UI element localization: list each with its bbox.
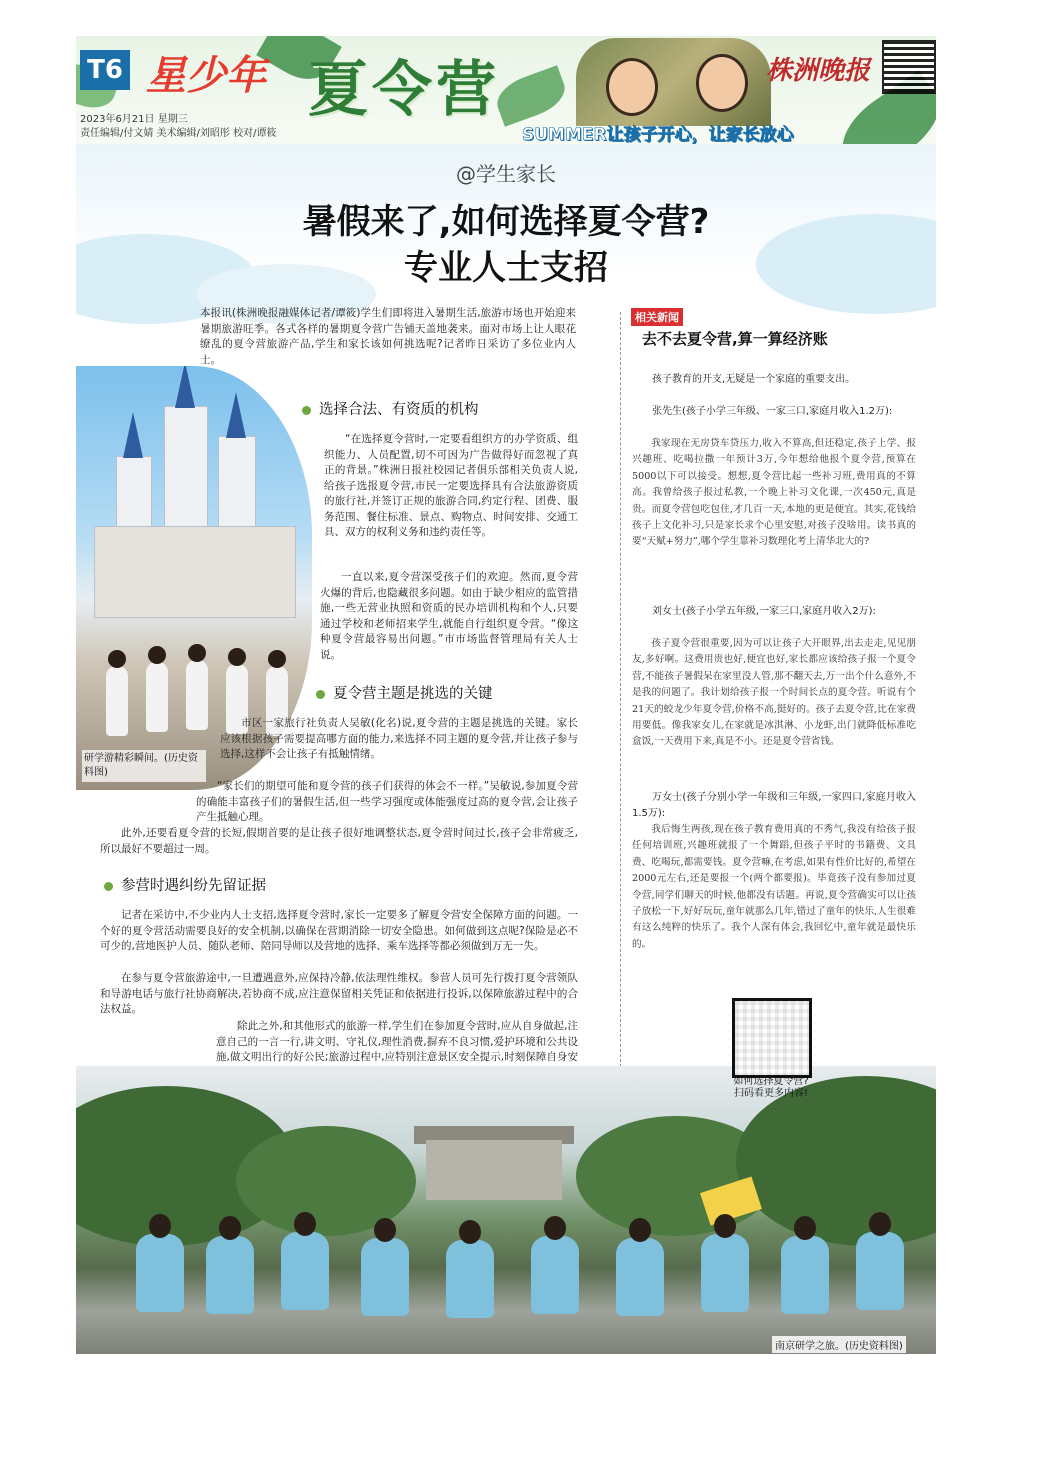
student-head <box>794 1216 816 1240</box>
qr-caption-line-1: 如何选择夏令营? <box>733 1076 809 1087</box>
student-head <box>148 646 166 664</box>
interviewee-liu: 刘女士(孩子小学五年级,一家三口,家庭月收入2万): <box>652 606 876 617</box>
student-head <box>219 1216 241 1240</box>
headline-line-1: 暑假来了,如何选择夏令营? <box>302 202 710 242</box>
student-figure <box>701 1234 749 1312</box>
section-1-title <box>302 398 479 419</box>
kid-face <box>606 58 658 116</box>
article-kicker: @学生家长 <box>456 162 556 186</box>
section-3-paragraph: 记者在采访中,不少业内人士支招,选择夏令营时,家长一定要多了解夏令营安全保障方面的问题。一个好的夏令营活动需要良好的安全机制,以确保在营期消除一切安全隐患。如何做到这点呢?保险是必不可少的,营地医护人员、随队老师、陪同导师以及营地的选择、乘车选择等都必须做到万无一失。 <box>100 909 578 952</box>
qr-caption-line-2: 扫码看更多内容! <box>733 1088 808 1099</box>
student-figure <box>361 1238 409 1316</box>
leaf-decoration <box>491 65 570 127</box>
page-header <box>76 36 936 144</box>
student-figure <box>781 1236 829 1314</box>
student-head <box>544 1216 566 1240</box>
student-head <box>188 644 206 662</box>
newspaper-page <box>76 36 936 1354</box>
section-3-title <box>104 874 266 895</box>
slogan: SUMMER让孩子开心，让家长放心 <box>522 125 794 144</box>
castle-spire <box>226 392 246 438</box>
student-figure <box>206 1236 254 1314</box>
related-news-tag: 相关新闻 <box>631 308 683 326</box>
student-head <box>629 1218 651 1242</box>
qr-code-icon <box>882 40 936 94</box>
section-1-paragraph: “在选择夏令营时,一定要看组织方的办学资质、组织能力、人员配置,切不可因为广告做得好而忽视了真正的背景。”株洲日报社校园记者俱乐部相关负责人说,给孩子选报夏令营,市民一定要选择具有合法旅游资质的旅行社,并签订正规的旅游合同,约定行程、团费、服务范围、餐住标准、景点、购物点、时间安排、交通工具、双方的权利义务和违约责任等。 <box>324 433 578 538</box>
memorial-gate <box>426 1140 562 1200</box>
nanjing-photo-caption: 南京研学之旅。(历史资料图) <box>772 1336 906 1353</box>
student-head <box>374 1218 396 1242</box>
castle-spire <box>123 412 143 458</box>
section-name: 星少年 <box>146 52 266 99</box>
bullet-icon <box>104 882 113 891</box>
castle-tower <box>94 526 296 618</box>
student-figure <box>446 1240 494 1318</box>
student-figure <box>136 1234 184 1312</box>
section-2-paragraph: “家长们的期望可能和夏令营的孩子们获得的体会不一样。”吴敏说,参加夏令营的确能丰富孩子们的暑假生活,但一些学习强度或体能强度过高的夏令营,会让孩子产生抵触心理。 <box>196 780 578 823</box>
date-line: 2023年6月21日 星期三 <box>80 114 188 125</box>
castle-spire <box>175 366 195 408</box>
editors-line: 责任编辑/付文婧 美术编辑/刘昭彤 校对/谭筱 <box>80 128 277 139</box>
interviewee-zhang: 张先生(孩子小学三年级、一家三口,家庭月收入1.2万): <box>652 406 893 417</box>
section-3-paragraph: 除此之外,和其他形式的旅游一样,学生们在参加夏令营时,应从自身做起,注意自己的一言一行,讲文明、守礼仪,理性消费,摒弃不良习惯,爱护环境和公共设施,做文明出行的好公民;旅游过程中,应特别注意景区安全提示,时刻保障自身安 <box>216 1020 578 1063</box>
related-news-title: 去不去夏令营,算一算经济账 <box>642 330 828 348</box>
section-2-paragraph: 市区一家旅行社负责人吴敏(化名)说,夏令营的主题是挑选的关键。家长应该根据孩子需要提高哪方面的能力,来选择不同主题的夏令营,并让孩子参与选择,这样不会让孩子有抵触情绪。 <box>220 717 578 760</box>
section-2-title-text: 夏令营主题是挑选的关键 <box>333 686 493 702</box>
bullet-icon <box>316 690 325 699</box>
bullet-icon <box>302 406 311 415</box>
student-head <box>459 1220 481 1244</box>
student-head <box>149 1214 171 1238</box>
qr-code-icon[interactable] <box>732 998 812 1078</box>
section-2-paragraph: 此外,还要看夏令营的长短,假期首要的是让孩子很好地调整状态,夏令营时间过长,孩子会非常疲乏,所以最好不要超过一周。 <box>100 827 578 855</box>
student-figure <box>531 1236 579 1314</box>
related-intro: 孩子教育的开支,无疑是一个家庭的重要支出。 <box>652 374 856 385</box>
camp-title: 夏令营 <box>308 55 500 125</box>
student-figure <box>146 662 168 732</box>
interviewee-wan: 万女士(孩子分别小学一年级和三年级,一家四口,家庭月收入1.5万): <box>632 792 916 819</box>
kid-face <box>696 54 748 112</box>
section-1-paragraph: 一直以来,夏令营深受孩子们的欢迎。然而,夏令营火爆的背后,也隐藏很多问题。如由于缺少相应的监管措施,一些无营业执照和资质的民办培训机构和个人,只要通过学校和老师招来学生,就能自行组织夏令营。“像这种夏令营最容易出问题。”市市场监督管理局有关人士说。 <box>320 571 578 661</box>
student-head <box>869 1212 891 1236</box>
student-figure <box>106 666 128 736</box>
student-head <box>228 648 246 666</box>
section-3-title-text: 参营时遇纠纷先留证据 <box>121 878 266 894</box>
section-1-title-text: 选择合法、有资质的机构 <box>319 402 479 418</box>
student-head <box>108 650 126 668</box>
student-figure <box>186 660 208 730</box>
student-figure <box>856 1232 904 1310</box>
newspaper-brand: 株洲晚报 <box>766 56 871 86</box>
headline-line-2: 专业人士支招 <box>404 248 608 288</box>
column-divider <box>620 312 621 1072</box>
student-head <box>268 650 286 668</box>
student-figure <box>281 1232 329 1310</box>
section-3-paragraph: 在参与夏令营旅游途中,一旦遭遇意外,应保持冷静,依法理性维权。参营人员可先行拨打夏令营领队和导游电话与旅行社协商解决,若协商不成,应注意保留相关凭证和依据进行投诉,以保障旅游过程中的合法权益。 <box>100 972 578 1015</box>
tree-shape <box>736 1076 936 1246</box>
student-figure <box>616 1238 664 1316</box>
lead-paragraph: 本报讯(株洲晚报融媒体记者/谭筱)学生们即将进入暑期生活,旅游市场也开始迎来暑期旅游旺季。各式各样的暑期夏令营广告铺天盖地袭来。面对市场上让人眼花缭乱的夏令营旅游产品,学生和家长该如何挑选呢?记者昨日采访了多位业内人士。 <box>200 307 576 366</box>
quote-zhang: 我家现在无房贷车贷压力,收入不算高,但还稳定,孩子上学、报兴趣班、吃喝拉撒一年预计3万,今年想给他报个夏令营,预算在5000以下可以接受。想想,夏令营比起一些补习班,费用真的不算高。我曾给孩子报过私教,一个晚上补习文化课,一次450元,真是贵。而夏令营包吃包住,才几百一天,本地的更是便宜。其实,花钱给孩子上文化补习,只是家长求个心里安慰,对孩子没啥用。读书真的要“天赋+努力”,哪个学生靠补习数理化考上清华北大的? <box>632 438 916 548</box>
section-2-title <box>316 682 493 703</box>
student-head <box>714 1214 736 1238</box>
nanjing-photo <box>76 1066 936 1354</box>
kids-photo <box>576 38 771 126</box>
quote-liu: 孩子夏令营很重要,因为可以让孩子大开眼界,出去走走,见见朋友,多好啊。这费用贵也好,便宜也好,家长都应该给孩子报一个夏令营,不能孩子暑假呆在家里没人管,那不翻天去,万一出个什么意外,不是我的问题了。我计划给孩子报一个时间长点的夏令营。听说有个21天的蛟龙少年夏令营,价格不高,挺好的。孩子去夏令营,比在家费用要低。像我家女儿,在家就是冰淇淋、小龙虾,出门就降低标准吃盒饭,一天费用下来,真是不小。还是夏令营省钱。 <box>632 638 916 748</box>
qr-caption <box>706 1076 836 1100</box>
page-number: T6 <box>80 50 130 90</box>
quote-wan: 我后悔生两孩,现在孩子教育费用真的不秀气,我没有给孩子报任何培训班,兴趣班就报了一个舞蹈,但孩子平时的书籍费、文具费、吃喝玩,都需要钱。夏令营嘛,在考虑,如果有性价比好的,希望在2000元左右,还是要报一个(两个都要报)。毕竟孩子没有参加过夏令营,同学们聊天的时候,他都没有话题。再说,夏令营确实可以让孩子放松一下,好好玩玩,童年就那么几年,错过了童年的快乐,人生很难有这么纯粹的快乐了。我个人深有体会,我回忆中,童年就是最快乐的。 <box>632 824 916 950</box>
castle-photo-caption: 研学游精彩瞬间。(历史资料图) <box>82 750 206 782</box>
student-head <box>294 1212 316 1236</box>
